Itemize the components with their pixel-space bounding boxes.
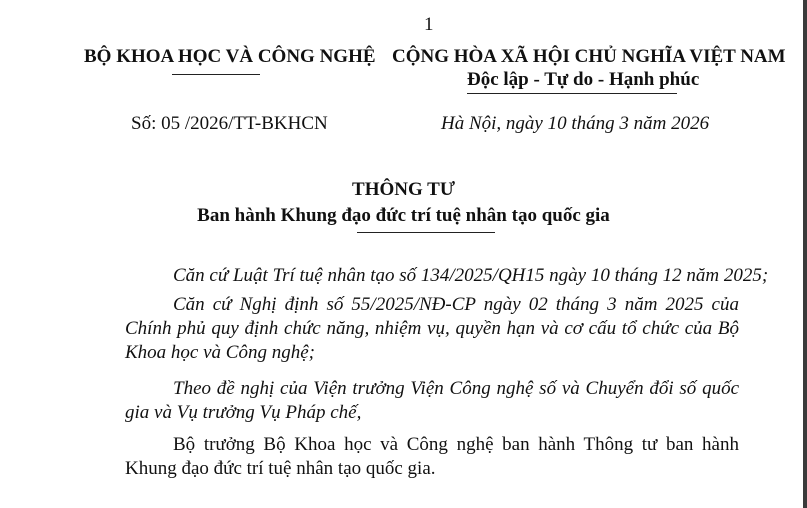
preamble-proposal: Theo đề nghị của Viện trưởng Viện Công nghệ số và Chuyển đổi số quốc gia và Vụ trưởng Vụ Pháp chế, — [125, 378, 739, 423]
agency-underline — [172, 74, 260, 75]
subject-underline — [357, 232, 495, 233]
document-type: THÔNG TƯ — [352, 179, 455, 200]
page-number: 1 — [424, 14, 434, 35]
issuing-agency: BỘ KHOA HỌC VÀ CÔNG NGHỆ — [84, 46, 376, 67]
document-number: Số: 05 /2026/TT-BKHCN — [131, 113, 328, 134]
motto-underline — [467, 93, 677, 94]
preamble-basis-law: Căn cứ Luật Trí tuệ nhân tạo số 134/2025/QH15 ngày 10 tháng 12 năm 2025; — [173, 265, 769, 286]
national-title: CỘNG HÒA XÃ HỘI CHỦ NGHĨA VIỆT NAM — [392, 46, 786, 67]
national-motto: Độc lập - Tự do - Hạnh phúc — [467, 69, 700, 90]
document-subject: Ban hành Khung đạo đức trí tuệ nhân tạo quốc gia — [197, 205, 610, 226]
preamble-enactment: Bộ trưởng Bộ Khoa học và Công nghệ ban hành Thông tư ban hành Khung đạo đức trí tuệ nhân tạo quốc gia. — [125, 434, 739, 479]
place-and-date: Hà Nội, ngày 10 tháng 3 năm 2026 — [441, 113, 710, 134]
preamble-basis-decree: Căn cứ Nghị định số 55/2025/NĐ-CP ngày 02 tháng 3 năm 2025 của Chính phủ quy định chức năng, nhiệm vụ, quyền hạn và cơ cấu tổ chức của Bộ Khoa học và Công nghệ; — [125, 294, 739, 363]
window-edge — [803, 0, 807, 508]
